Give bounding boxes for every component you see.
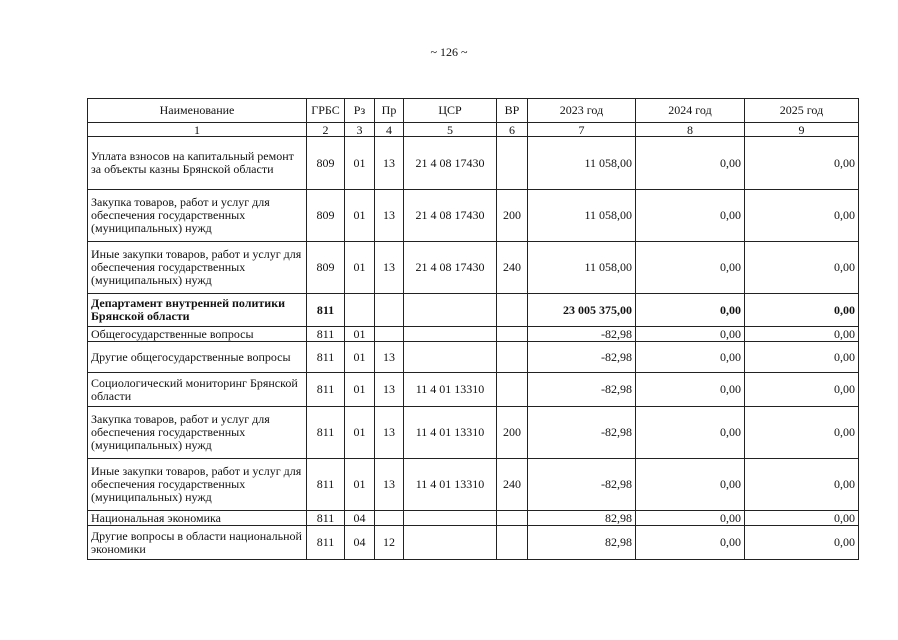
- cell-pr: 13: [375, 137, 404, 190]
- cell-2024: 0,00: [636, 373, 745, 407]
- row-name: Иные закупки товаров, работ и услуг для обеспечения государственных (муниципальных) нужд: [88, 242, 307, 294]
- cell-2023: -82,98: [528, 459, 636, 511]
- cell-pr: 13: [375, 407, 404, 459]
- table-row: [88, 526, 859, 560]
- row-name: Национальная экономика: [88, 511, 307, 526]
- cell-csr: 11 4 01 13310: [404, 459, 497, 511]
- cell-csr: 11 4 01 13310: [404, 373, 497, 407]
- cell-rz: 01: [345, 190, 375, 242]
- cell-2023: 23 005 375,00: [528, 294, 636, 327]
- row-name: Закупка товаров, работ и услуг для обеспечения государственных (муниципальных) нужд: [88, 407, 307, 459]
- cell-2025: 0,00: [745, 242, 859, 294]
- cell-grbs: 811: [307, 342, 345, 373]
- cell-rz: 01: [345, 242, 375, 294]
- cell-2025: 0,00: [745, 511, 859, 526]
- table-row: [88, 327, 859, 342]
- cell-vr: [497, 526, 528, 560]
- cell-vr: 200: [497, 407, 528, 459]
- cell-vr: [497, 137, 528, 190]
- page-number: ~ 126 ~: [430, 45, 468, 59]
- row-name: Другие вопросы в области национальной экономики: [88, 526, 307, 560]
- column-number: 7: [528, 123, 636, 137]
- cell-pr: 13: [375, 373, 404, 407]
- column-number: 9: [745, 123, 859, 137]
- column-header: 2024 год: [636, 99, 745, 123]
- column-number-row: [88, 123, 859, 137]
- cell-grbs: 809: [307, 137, 345, 190]
- table-row: [88, 407, 859, 459]
- column-number: 5: [404, 123, 497, 137]
- cell-rz: 01: [345, 459, 375, 511]
- cell-2025: 0,00: [745, 373, 859, 407]
- cell-csr: 21 4 08 17430: [404, 137, 497, 190]
- column-header: Рз: [345, 99, 375, 123]
- table-row: [88, 373, 859, 407]
- cell-vr: [497, 373, 528, 407]
- column-number: 4: [375, 123, 404, 137]
- cell-vr: 200: [497, 190, 528, 242]
- cell-2025: 0,00: [745, 137, 859, 190]
- cell-2025: 0,00: [745, 342, 859, 373]
- cell-rz: 01: [345, 373, 375, 407]
- table-row: [88, 511, 859, 526]
- cell-rz: 01: [345, 137, 375, 190]
- cell-grbs: 809: [307, 242, 345, 294]
- cell-rz: 01: [345, 327, 375, 342]
- cell-2024: 0,00: [636, 459, 745, 511]
- cell-rz: 01: [345, 407, 375, 459]
- cell-2025: 0,00: [745, 459, 859, 511]
- cell-grbs: 811: [307, 327, 345, 342]
- cell-grbs: 811: [307, 526, 345, 560]
- cell-grbs: 811: [307, 459, 345, 511]
- cell-vr: 240: [497, 459, 528, 511]
- column-header: 2025 год: [745, 99, 859, 123]
- column-header: ГРБС: [307, 99, 345, 123]
- cell-pr: [375, 294, 404, 327]
- cell-2024: 0,00: [636, 342, 745, 373]
- column-number: 2: [307, 123, 345, 137]
- cell-2023: 11 058,00: [528, 242, 636, 294]
- cell-rz: 01: [345, 342, 375, 373]
- cell-csr: [404, 327, 497, 342]
- cell-grbs: 811: [307, 373, 345, 407]
- cell-pr: [375, 511, 404, 526]
- row-name: Закупка товаров, работ и услуг для обеспечения государственных (муниципальных) нужд: [88, 190, 307, 242]
- cell-2024: 0,00: [636, 190, 745, 242]
- cell-csr: [404, 294, 497, 327]
- cell-2025: 0,00: [745, 327, 859, 342]
- column-header: Пр: [375, 99, 404, 123]
- cell-csr: 21 4 08 17430: [404, 242, 497, 294]
- cell-pr: 13: [375, 342, 404, 373]
- cell-rz: [345, 294, 375, 327]
- cell-2025: 0,00: [745, 294, 859, 327]
- cell-2024: 0,00: [636, 327, 745, 342]
- cell-csr: [404, 342, 497, 373]
- cell-pr: 13: [375, 459, 404, 511]
- table-row: [88, 137, 859, 190]
- cell-vr: [497, 511, 528, 526]
- row-name: Иные закупки товаров, работ и услуг для обеспечения государственных (муниципальных) нужд: [88, 459, 307, 511]
- table-row: [88, 242, 859, 294]
- cell-2024: 0,00: [636, 137, 745, 190]
- cell-2024: 0,00: [636, 526, 745, 560]
- cell-2023: 82,98: [528, 511, 636, 526]
- cell-2024: 0,00: [636, 407, 745, 459]
- table-row: [88, 190, 859, 242]
- row-name: Другие общегосударственные вопросы: [88, 342, 307, 373]
- cell-2023: -82,98: [528, 327, 636, 342]
- table-header-row: [88, 99, 859, 123]
- cell-2025: 0,00: [745, 407, 859, 459]
- cell-2023: 82,98: [528, 526, 636, 560]
- column-header: ВР: [497, 99, 528, 123]
- cell-csr: 11 4 01 13310: [404, 407, 497, 459]
- row-name: Департамент внутренней политики Брянской области: [88, 294, 307, 327]
- cell-2023: 11 058,00: [528, 190, 636, 242]
- cell-rz: 04: [345, 526, 375, 560]
- table-row: [88, 294, 859, 327]
- cell-pr: [375, 327, 404, 342]
- table-row: [88, 459, 859, 511]
- cell-grbs: 811: [307, 511, 345, 526]
- cell-2023: -82,98: [528, 342, 636, 373]
- row-name: Социологический мониторинг Брянской области: [88, 373, 307, 407]
- cell-csr: [404, 526, 497, 560]
- column-number: 1: [88, 123, 307, 137]
- cell-2024: 0,00: [636, 511, 745, 526]
- cell-2024: 0,00: [636, 242, 745, 294]
- cell-vr: 240: [497, 242, 528, 294]
- column-header: 2023 год: [528, 99, 636, 123]
- cell-pr: 12: [375, 526, 404, 560]
- row-name: Общегосударственные вопросы: [88, 327, 307, 342]
- cell-pr: 13: [375, 242, 404, 294]
- cell-vr: [497, 342, 528, 373]
- column-number: 8: [636, 123, 745, 137]
- cell-grbs: 809: [307, 190, 345, 242]
- cell-2023: 11 058,00: [528, 137, 636, 190]
- budget-table: [87, 98, 859, 560]
- cell-grbs: 811: [307, 407, 345, 459]
- column-number: 6: [497, 123, 528, 137]
- cell-pr: 13: [375, 190, 404, 242]
- cell-vr: [497, 327, 528, 342]
- column-header: Наименование: [88, 99, 307, 123]
- cell-2023: -82,98: [528, 407, 636, 459]
- column-header: ЦСР: [404, 99, 497, 123]
- row-name: Уплата взносов на капитальный ремонт за объекты казны Брянской области: [88, 137, 307, 190]
- cell-rz: 04: [345, 511, 375, 526]
- column-number: 3: [345, 123, 375, 137]
- cell-2025: 0,00: [745, 526, 859, 560]
- cell-2025: 0,00: [745, 190, 859, 242]
- cell-2024: 0,00: [636, 294, 745, 327]
- cell-csr: 21 4 08 17430: [404, 190, 497, 242]
- cell-csr: [404, 511, 497, 526]
- cell-2023: -82,98: [528, 373, 636, 407]
- table-row: [88, 342, 859, 373]
- cell-vr: [497, 294, 528, 327]
- cell-grbs: 811: [307, 294, 345, 327]
